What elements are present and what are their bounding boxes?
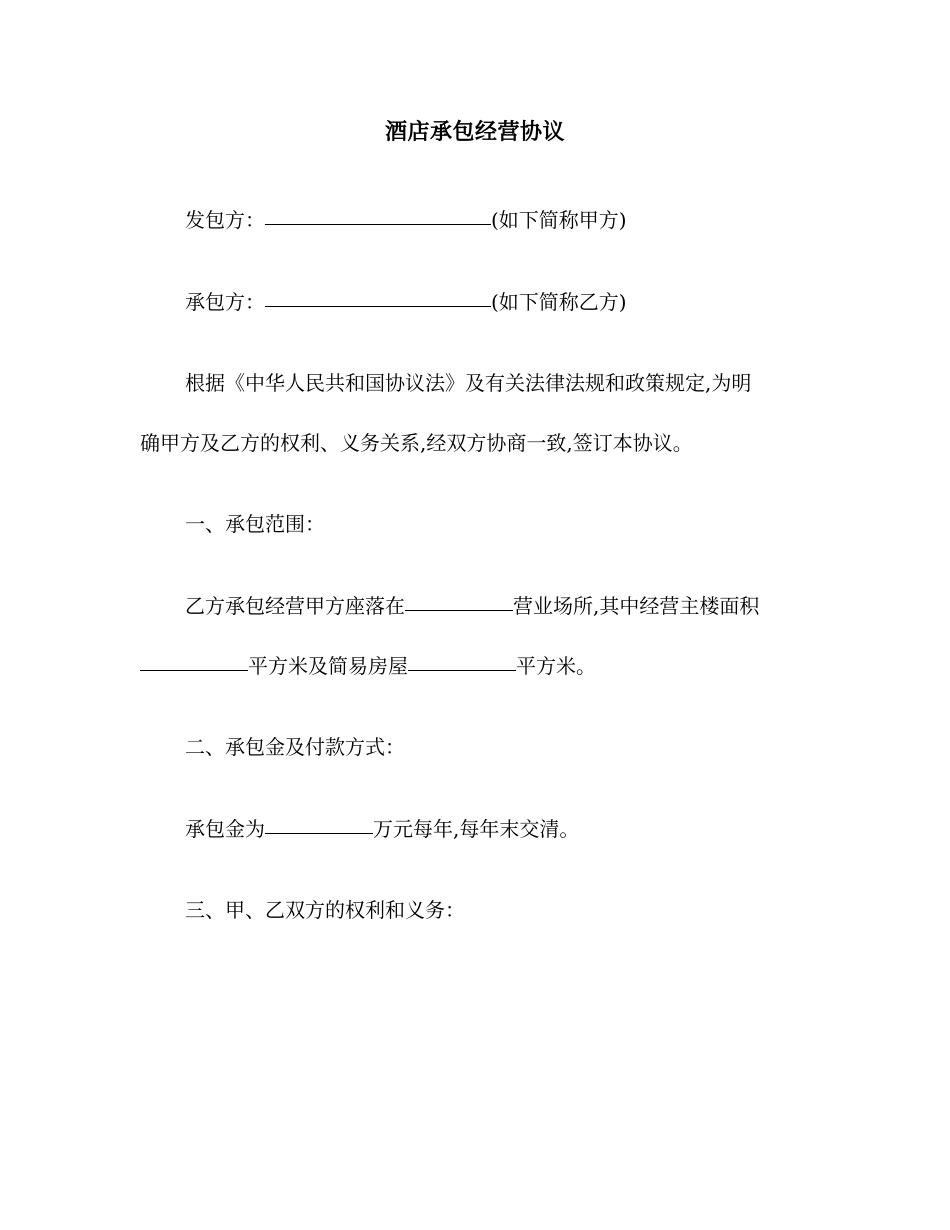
section1-line-1 [185,591,759,621]
simple-house-area-blank[interactable] [408,650,516,671]
section2-heading: 二、承包金及付款方式： [185,735,405,759]
party-a-suffix: (如下简称甲方) [491,208,627,232]
party-b-label: 承包方： [185,290,265,314]
main-building-area-blank[interactable] [140,650,248,671]
party-a-blank[interactable] [265,204,491,225]
section1-line-2 [140,651,596,681]
location-blank[interactable] [405,590,513,611]
section1-text-a: 乙方承包经营甲方座落在 [185,594,405,618]
preamble-line-1: 根据《中华人民共和国协议法》及有关法律法规和政策规定,为明 [185,371,752,395]
party-a-label: 发包方： [185,208,265,232]
section2-text-a: 承包金为 [185,817,265,841]
party-b-line [185,287,627,317]
section1-text-d: 平方米。 [516,654,596,678]
party-b-suffix: (如下简称乙方) [491,290,627,314]
document-title: 酒店承包经营协议 [384,119,565,145]
section1-text-c: 平方米及简易房屋 [248,654,408,678]
section2-text-b: 万元每年,每年末交清。 [373,817,580,841]
section1-text-b: 营业场所,其中经营主楼面积 [513,594,760,618]
section1-heading: 一、承包范围： [185,512,325,536]
preamble-line-2: 确甲方及乙方的权利、义务关系,经双方协商一致,签订本协议。 [140,431,693,455]
section2-line-1 [185,814,579,844]
party-b-blank[interactable] [265,286,491,307]
section3-heading: 三、甲、乙双方的权利和义务： [185,898,465,922]
contract-fee-blank[interactable] [265,813,373,834]
party-a-line [185,205,627,235]
